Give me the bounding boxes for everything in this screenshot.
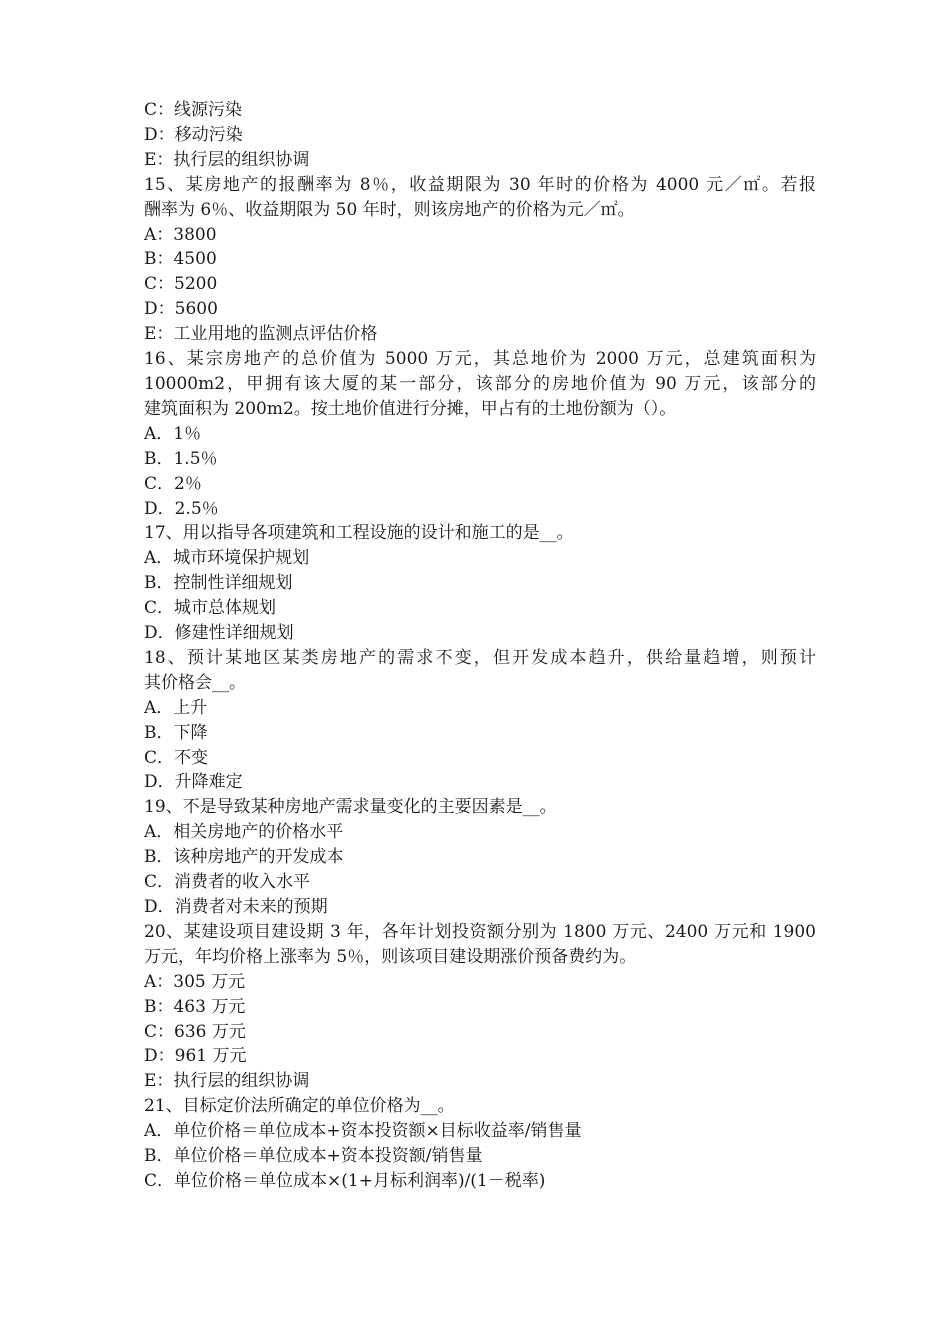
- question-17: [144, 521, 816, 646]
- question-21: [144, 1094, 816, 1194]
- question-text: [144, 646, 816, 696]
- option-d: D．消费者对未来的预期: [144, 897, 328, 917]
- option-c: C．消费者的收入水平: [144, 872, 311, 893]
- option-a: A：305 万元: [144, 971, 246, 992]
- option-a: A．1％: [144, 423, 202, 444]
- question-line: 15、某房地产的报酬率为 8％，收益期限为 30 年时的价格为 4000 元／㎡。若报: [144, 174, 816, 195]
- question-text: [144, 920, 816, 970]
- option-b: B．1.5％: [144, 448, 218, 469]
- option-b: B：4500: [144, 249, 217, 270]
- question-text: [144, 521, 816, 546]
- question-text: [144, 173, 816, 223]
- option-d: D．升降难定: [144, 772, 243, 793]
- question-18: [144, 646, 816, 795]
- previous-question-options: [144, 98, 816, 173]
- option-e: E：执行层的组织协调: [144, 1071, 310, 1092]
- question-line: 16、某宗房地产的总价值为 5000 万元，其总地价为 2000 万元，总建筑面积为: [144, 349, 816, 370]
- option-c: C．2％: [144, 473, 202, 494]
- option-c: C．不变: [144, 747, 209, 768]
- question-line: 20、某建设项目建设期 3 年，各年计划投资额分别为 1800 万元、2400 万元和 1900: [144, 921, 816, 942]
- question-line: 万元，年均价格上涨率为 5％，则该项目建设期涨价预备费约为。: [144, 946, 637, 967]
- option-b: B．控制性详细规划: [144, 573, 293, 594]
- question-text: [144, 795, 816, 820]
- option-d: D：5600: [144, 299, 218, 320]
- question-line: 建筑面积为 200m2。按土地价值进行分摊，甲占有的土地份额为（）。: [144, 398, 677, 419]
- question-line: 17、用以指导各项建筑和工程设施的设计和施工的是__。: [144, 523, 574, 544]
- document-page: [144, 98, 816, 1194]
- question-16: [144, 347, 816, 521]
- option-a: A．城市环境保护规划: [144, 548, 310, 569]
- option-b: B．下降: [144, 722, 208, 743]
- question-line: 10000m2，甲拥有该大厦的某一部分，该部分的房地价值为 90 万元，该部分的: [144, 373, 816, 394]
- option-a: A．上升: [144, 697, 208, 718]
- question-15: [144, 173, 816, 347]
- option-d: D：移动污染: [144, 124, 243, 145]
- question-text: [144, 347, 816, 422]
- option-c: C：636 万元: [144, 1021, 246, 1042]
- option-c: C：5200: [144, 274, 218, 295]
- question-line: 酬率为 6％、收益期限为 50 年时，则该房地产的价格为元／㎡。: [144, 199, 635, 220]
- option-e: E：工业用地的监测点评估价格: [144, 324, 378, 345]
- option-c: C．城市总体规划: [144, 598, 277, 619]
- question-line: 19、不是导致某种房地产需求量变化的主要因素是__。: [144, 797, 557, 818]
- question-text: [144, 1094, 816, 1119]
- option-b: B：463 万元: [144, 996, 246, 1017]
- option-a: A．单位价格＝单位成本+资本投资额×目标收益率/销售量: [144, 1121, 582, 1142]
- option-a: A：3800: [144, 224, 217, 245]
- option-d: D．2.5％: [144, 498, 219, 519]
- question-20: [144, 920, 816, 1094]
- question-19: [144, 795, 816, 920]
- option-c: C：线源污染: [144, 100, 243, 120]
- option-d: D：961 万元: [144, 1046, 247, 1067]
- option-d: D．修建性详细规划: [144, 623, 294, 644]
- option-b: B．该种房地产的开发成本: [144, 847, 344, 868]
- option-a: A．相关房地产的价格水平: [144, 822, 344, 843]
- question-line: 其价格会__。: [144, 672, 246, 693]
- option-c: C．单位价格＝单位成本×(1+月标利润率)/(1－税率): [144, 1170, 546, 1191]
- question-line: 21、目标定价法所确定的单位价格为__。: [144, 1096, 455, 1117]
- option-b: B．单位价格＝单位成本+资本投资额/销售量: [144, 1146, 483, 1167]
- question-line: 18、预计某地区某类房地产的需求不变，但开发成本趋升，供给量趋增，则预计: [144, 647, 816, 668]
- option-e: E：执行层的组织协调: [144, 149, 310, 170]
